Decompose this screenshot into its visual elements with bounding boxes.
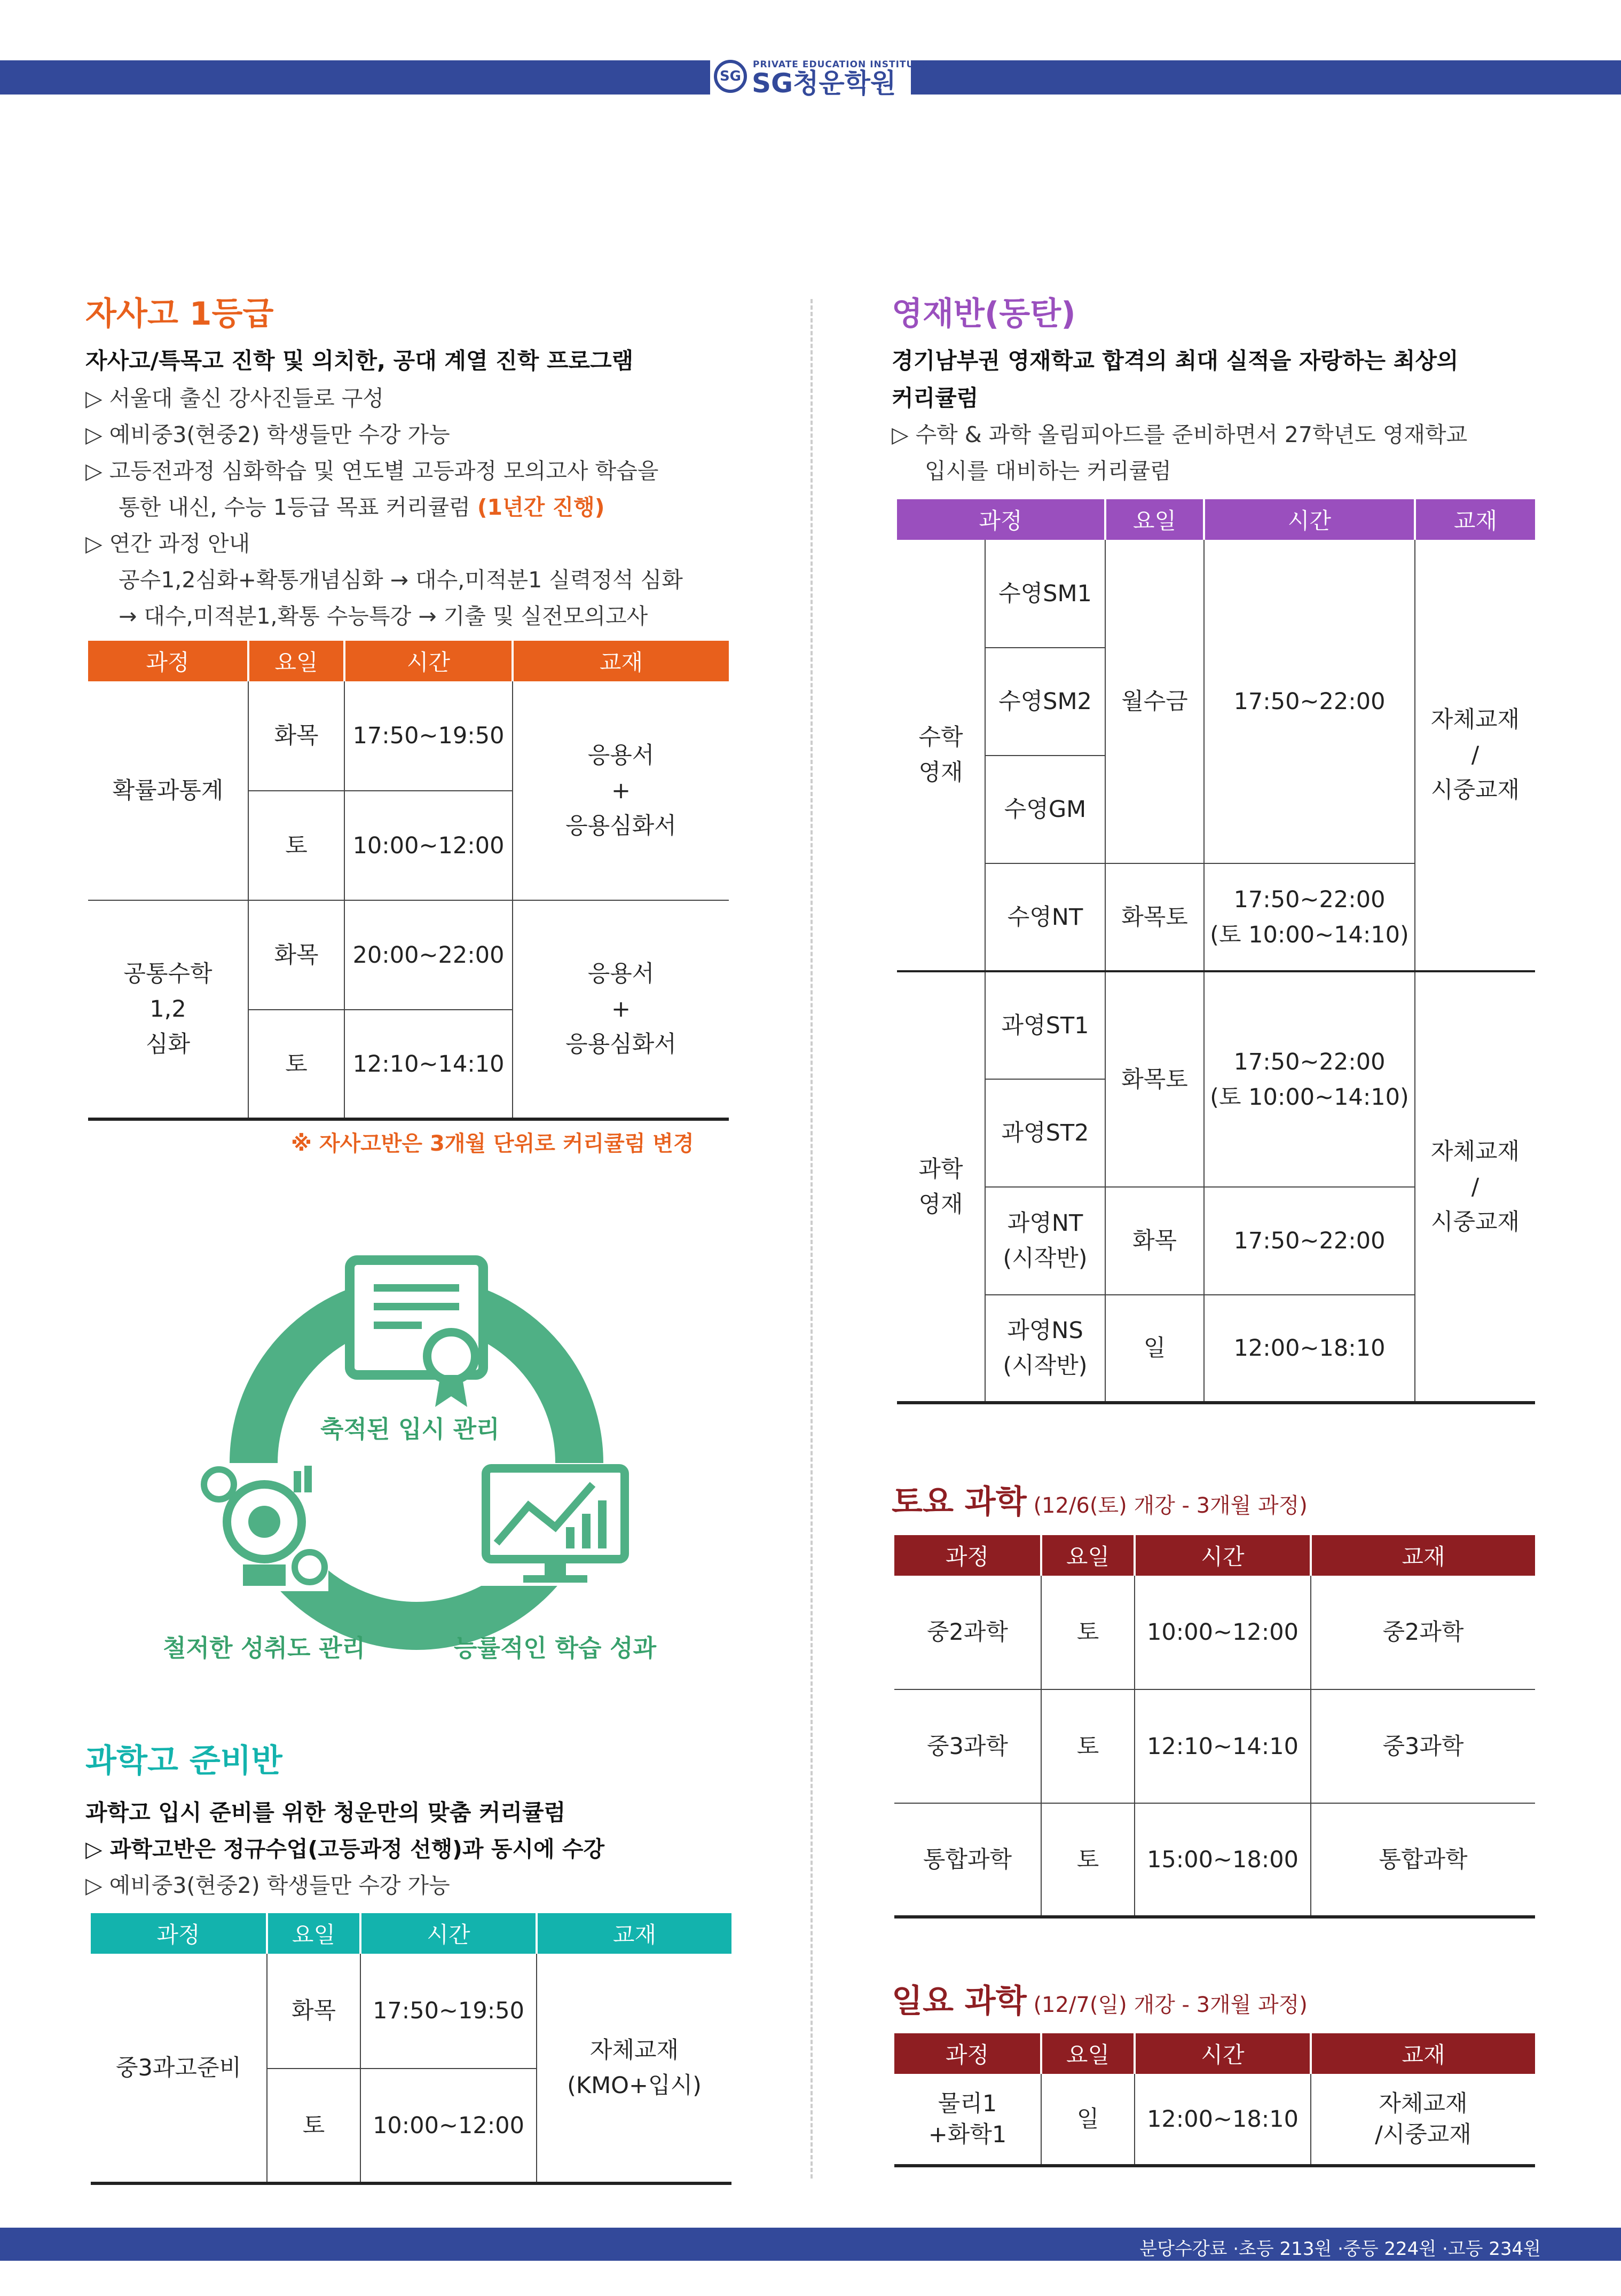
jasago-bullet-2: ▷ 예비중3(현중2) 학생들만 수강 가능 — [85, 422, 450, 447]
day-cell: 화목 — [267, 1954, 360, 2069]
course-cell: 중2과학 — [927, 1619, 1008, 1646]
gifted-subtitle-line2: 커리큘럼 — [892, 385, 979, 411]
science-hs-table — [91, 1913, 731, 2185]
logo-subtitle: PRIVATE EDUCATION INSTITUTE — [753, 59, 928, 70]
math-group-cell: 수학 영재 — [897, 540, 985, 971]
book-cell: 중2과학 — [1311, 1576, 1535, 1689]
time-cell: 17:50~22:00 (토 10:00~14:10) — [1204, 863, 1415, 971]
certificate-icon — [350, 1260, 483, 1407]
saturday-science-title: 토요 과학 (12/6(토) 개강 - 3개월 과정) — [892, 1483, 1308, 1521]
science-hs-bullet-2: ▷ 예비중3(현중2) 학생들만 수강 가능 — [85, 1873, 450, 1898]
day-cell: 토 — [267, 2069, 360, 2183]
jasago-bullet-3-cont: 통한 내신, 수능 1등급 목표 커리큘럼 (1년간 진행) — [119, 494, 605, 520]
time-cell: 17:50~22:00 — [1204, 1187, 1415, 1295]
th-time: 시간 — [360, 1913, 537, 1954]
time-cell: 15:00~18:00 — [1135, 1803, 1311, 1917]
th-book: 교재 — [1415, 499, 1535, 540]
time-cell: 10:00~12:00 — [360, 2069, 537, 2183]
th-day: 요일 — [248, 641, 344, 681]
book-cell: 자체교재 (KMO+입시) — [537, 1954, 731, 2183]
th-course: 과정 — [156, 1922, 200, 1948]
book-cell: 자체교재 / 시중교재 — [1415, 540, 1535, 971]
time-cell: 12:00~18:10 — [1204, 1295, 1415, 1403]
book-cell: 자체교재 /시중교재 — [1311, 2074, 1535, 2166]
science-hs-bullet-1: ▷ 과학고반은 정규수업(고등과정 선행)과 동시에 수강 — [85, 1836, 605, 1862]
course-cell: 수영NT — [985, 863, 1105, 971]
th-course: 과정 — [945, 2042, 989, 2068]
th-day: 요일 — [267, 1913, 360, 1954]
jasago-table — [88, 641, 729, 1121]
gifted-bullet-line1: ▷ 수학 & 과학 올림피아드를 준비하면서 27학년도 영재학교 — [892, 422, 1468, 447]
gifted-title: 영재반(동탄) — [892, 295, 1076, 333]
gifted-bullet-line2: 입시를 대비하는 커리큘럼 — [925, 458, 1171, 484]
saturday-science-schedule: (12/6(토) 개강 - 3개월 과정) — [1026, 1493, 1308, 1518]
time-cell: 10:00~12:00 — [1135, 1576, 1311, 1689]
monitor-chart-icon — [481, 1463, 630, 1586]
course-cell: 과영NS (시작반) — [985, 1295, 1105, 1403]
footer-bar — [0, 2228, 1621, 2261]
book-cell: 중3과학 — [1311, 1689, 1535, 1803]
jasago-bullet-4-line2: → 대수,미적분1,확통 수능특강 → 기출 및 실전모의고사 — [119, 603, 648, 629]
fee-info: 분당수강료 ·초등 213원 ·중등 224원 ·고등 234원 — [1139, 2238, 1541, 2260]
sunday-science-schedule: (12/7(일) 개강 - 3개월 과정) — [1026, 1993, 1308, 2017]
management-cycle-graphic — [160, 1249, 694, 1655]
th-day: 요일 — [1105, 499, 1204, 540]
sunday-science-table — [894, 2033, 1535, 2167]
logo-mark: SG — [714, 60, 747, 93]
day-cell: 일 — [1105, 1295, 1204, 1403]
gifted-subtitle-line1: 경기남부권 영재학교 합격의 최대 실적을 자랑하는 최상의 — [892, 348, 1459, 374]
day-cell: 화목 — [1105, 1187, 1204, 1295]
course-cell: 수영SM1 — [985, 540, 1105, 648]
book-cell: 자체교재 / 시중교재 — [1415, 971, 1535, 1403]
th-course: 과정 — [146, 649, 190, 675]
day-cell: 월수금 — [1105, 540, 1204, 863]
course-cell: 수영GM — [985, 756, 1105, 863]
th-time: 시간 — [1135, 2033, 1311, 2074]
jasago-bullet-3: ▷ 고등전과정 심화학습 및 연도별 고등과정 모의고사 학습을 — [85, 458, 659, 484]
th-book: 교재 — [513, 641, 729, 681]
time-cell: 17:50~22:00 (토 10:00~14:10) — [1204, 971, 1415, 1187]
course-cell: 과영ST1 — [985, 971, 1105, 1079]
th-day: 요일 — [1041, 2033, 1135, 2074]
logo-name: SG청운학원 — [752, 68, 896, 99]
jasago-highlight: (1년간 진행) — [477, 494, 605, 520]
th-time: 시간 — [1204, 499, 1415, 540]
course-cell: 수영SM2 — [985, 648, 1105, 756]
course-cell: 공통수학 1,2 심화 — [88, 900, 248, 1119]
course-cell: 과영NT (시작반) — [985, 1187, 1105, 1295]
book-cell: 응용서 + 응용심화서 — [513, 681, 729, 900]
cycle-label-right: 능률적인 학습 성과 — [454, 1634, 657, 1662]
th-day: 요일 — [1041, 1535, 1135, 1576]
jasago-title: 자사고 1등급 — [85, 295, 274, 333]
jasago-subtitle: 자사고/특목고 진학 및 의치한, 공대 계열 진학 프로그램 — [85, 348, 634, 374]
day-cell: 화목 — [248, 681, 344, 791]
time-cell: 12:00~18:10 — [1135, 2074, 1311, 2166]
science-hs-title: 과학고 준비반 — [85, 1742, 282, 1780]
gifted-table — [897, 499, 1535, 1404]
column-divider — [810, 299, 813, 2179]
th-book: 교재 — [537, 1913, 731, 1954]
day-cell: 토 — [1041, 1803, 1135, 1917]
time-cell: 12:10~14:10 — [1135, 1689, 1311, 1803]
book-cell: 통합과학 — [1311, 1803, 1535, 1917]
book-cell: 응용서 + 응용심화서 — [513, 900, 729, 1119]
jasago-bullet-4: ▷ 연간 과정 안내 — [85, 531, 250, 556]
course-cell: 확률과통계 — [112, 777, 224, 804]
th-time: 시간 — [344, 641, 513, 681]
day-cell: 토 — [1041, 1689, 1135, 1803]
day-cell: 일 — [1041, 2074, 1135, 2166]
time-cell: 12:10~14:10 — [344, 1010, 513, 1119]
th-time: 시간 — [1135, 1535, 1311, 1576]
science-hs-subtitle: 과학고 입시 준비를 위한 청운만의 맞춤 커리큘럼 — [85, 1799, 566, 1826]
sunday-science-title: 일요 과학 (12/7(일) 개강 - 3개월 과정) — [892, 1983, 1308, 2020]
day-cell: 토 — [248, 1010, 344, 1119]
course-cell: 통합과학 — [894, 1803, 1041, 1917]
day-cell: 화목토 — [1105, 863, 1204, 971]
th-book: 교재 — [1311, 2033, 1535, 2074]
day-cell: 화목토 — [1105, 971, 1204, 1187]
cycle-label-left: 철저한 성취도 관리 — [163, 1634, 366, 1662]
time-cell: 17:50~19:50 — [344, 681, 513, 791]
time-cell: 20:00~22:00 — [344, 900, 513, 1010]
science-group-cell: 과학 영재 — [897, 971, 985, 1403]
course-cell: 중3과학 — [894, 1689, 1041, 1803]
day-cell: 토 — [1041, 1576, 1135, 1689]
day-cell: 토 — [248, 791, 344, 900]
time-cell: 10:00~12:00 — [344, 791, 513, 900]
th-course: 과정 — [945, 1544, 989, 1570]
cycle-label-top: 축적된 입시 관리 — [320, 1415, 500, 1443]
course-cell: 중3과고준비 — [91, 1954, 267, 2183]
course-cell: 과영ST2 — [985, 1079, 1105, 1187]
jasago-bullet-4-line1: 공수1,2심화+확통개념심화 → 대수,미적분1 실력정석 심화 — [119, 567, 683, 593]
jasago-note: ※ 자사고반은 3개월 단위로 커리큘럼 변경 — [291, 1131, 694, 1156]
jasago-bullet-1: ▷ 서울대 출신 강사진들로 구성 — [85, 386, 384, 411]
th-course: 과정 — [979, 508, 1022, 534]
time-cell: 17:50~19:50 — [360, 1954, 537, 2069]
course-cell: 물리1 +화학1 — [894, 2074, 1041, 2166]
gear-icon — [200, 1463, 328, 1591]
time-cell: 17:50~22:00 — [1204, 540, 1415, 863]
th-book: 교재 — [1311, 1535, 1535, 1576]
saturday-science-table — [894, 1535, 1535, 1918]
day-cell: 화목 — [248, 900, 344, 1010]
